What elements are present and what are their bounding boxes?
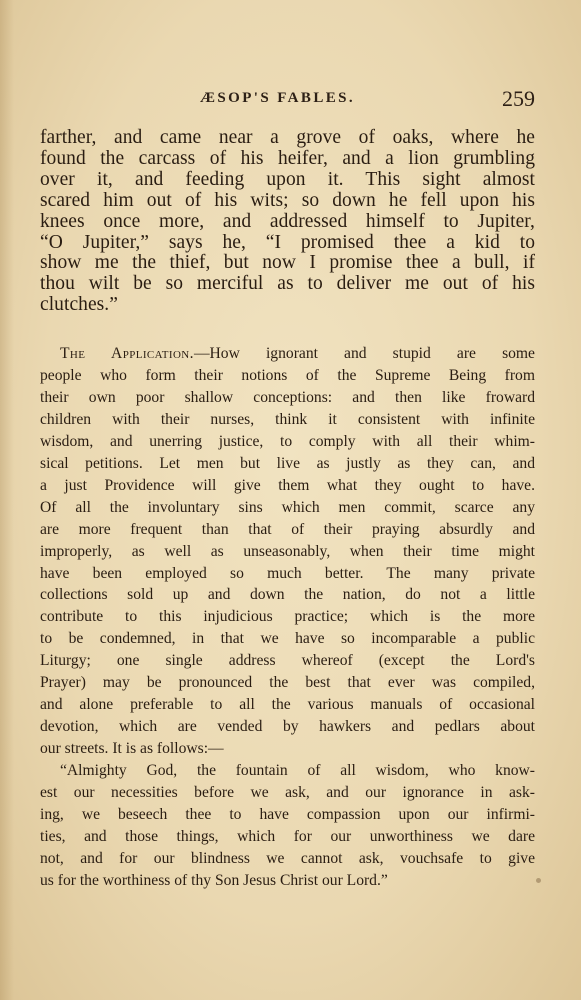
prayer-line: ing, we beseech thee to have compassion upon our infirmi- (40, 806, 535, 824)
application-line: a just Providence will give them what they ought to have. (40, 476, 535, 494)
page-header (40, 86, 535, 116)
page-gutter-shadow (0, 0, 14, 1000)
running-title: ÆSOP'S FABLES. (200, 90, 356, 106)
application-line: and alone preferable to all the various manuals of occasional (40, 696, 535, 714)
application-line: to be condemned, in that we have so incomparable a public (40, 630, 535, 648)
application-first-line (40, 343, 535, 365)
prayer-line: est our necessities before we ask, and our ignorance in ask- (40, 784, 535, 802)
fable-line: scared him out of his wits; so down he fell upon his (40, 189, 535, 211)
application-line: our streets. It is as follows:— (40, 740, 224, 758)
prayer-line: us for the worthiness of thy Son Jesus Christ our Lord.” (40, 871, 388, 889)
fable-line: clutches.” (40, 294, 118, 316)
application-line: collections sold up and down the nation, do not a little (40, 586, 535, 604)
application-line: Of all the involuntary sins which men commit, scarce any (40, 498, 535, 516)
application-first-line-text: —How ignorant and stupid are some (193, 345, 535, 362)
application-line: sical petitions. Let men but live as justly as they can, and (40, 454, 535, 472)
application-line: devotion, which are vended by hawkers and pedlars about (40, 718, 535, 736)
fable-line: “O Jupiter,” says he, “I promised thee a kid to (40, 231, 535, 253)
application-line: contribute to this injudicious practice; which is the more (40, 608, 535, 626)
fable-line: knees once more, and addressed himself to Jupiter, (40, 210, 535, 232)
prayer-line: ties, and those things, which for our unworthiness we dare (40, 827, 535, 845)
fable-line: thou wilt be so merciful as to deliver me out of his (40, 273, 535, 295)
application-heading: The Application. (60, 345, 194, 362)
application-line: Prayer) may be pronounced the best that ever was compiled, (40, 674, 535, 692)
application-line: improperly, as well as unseasonably, when their time might (40, 542, 535, 560)
page-number: 259 (502, 86, 535, 111)
fable-line: found the carcass of his heifer, and a lion grumbling (40, 147, 535, 169)
application-section (40, 343, 535, 892)
application-line: their own poor shallow conceptions: and then like froward (40, 388, 535, 406)
paper-speck (536, 878, 541, 883)
fable-line: farther, and came near a grove of oaks, where he (40, 127, 535, 148)
application-line: wisdom, and unerring justice, to comply with all their whim- (40, 432, 535, 450)
application-line: children with their nurses, think it consistent with infinite (40, 410, 535, 428)
application-line: are more frequent than that of their praying absurdly and (40, 520, 535, 538)
application-line: people who form their notions of the Supreme Being from (40, 366, 535, 384)
fable-line: show me the thief, but now I promise thee a bull, if (40, 252, 535, 274)
application-line: Liturgy; one single address whereof (except the Lord's (40, 652, 535, 670)
prayer-line: “Almighty God, the fountain of all wisdom, who know- (60, 762, 535, 780)
fable-line: over it, and feeding upon it. This sight almost (40, 168, 535, 190)
prayer-line: not, and for our blindness we cannot ask, vouchsafe to give (40, 849, 535, 867)
application-line: have been employed so much better. The many private (40, 564, 535, 582)
fable-paragraph (40, 128, 535, 316)
